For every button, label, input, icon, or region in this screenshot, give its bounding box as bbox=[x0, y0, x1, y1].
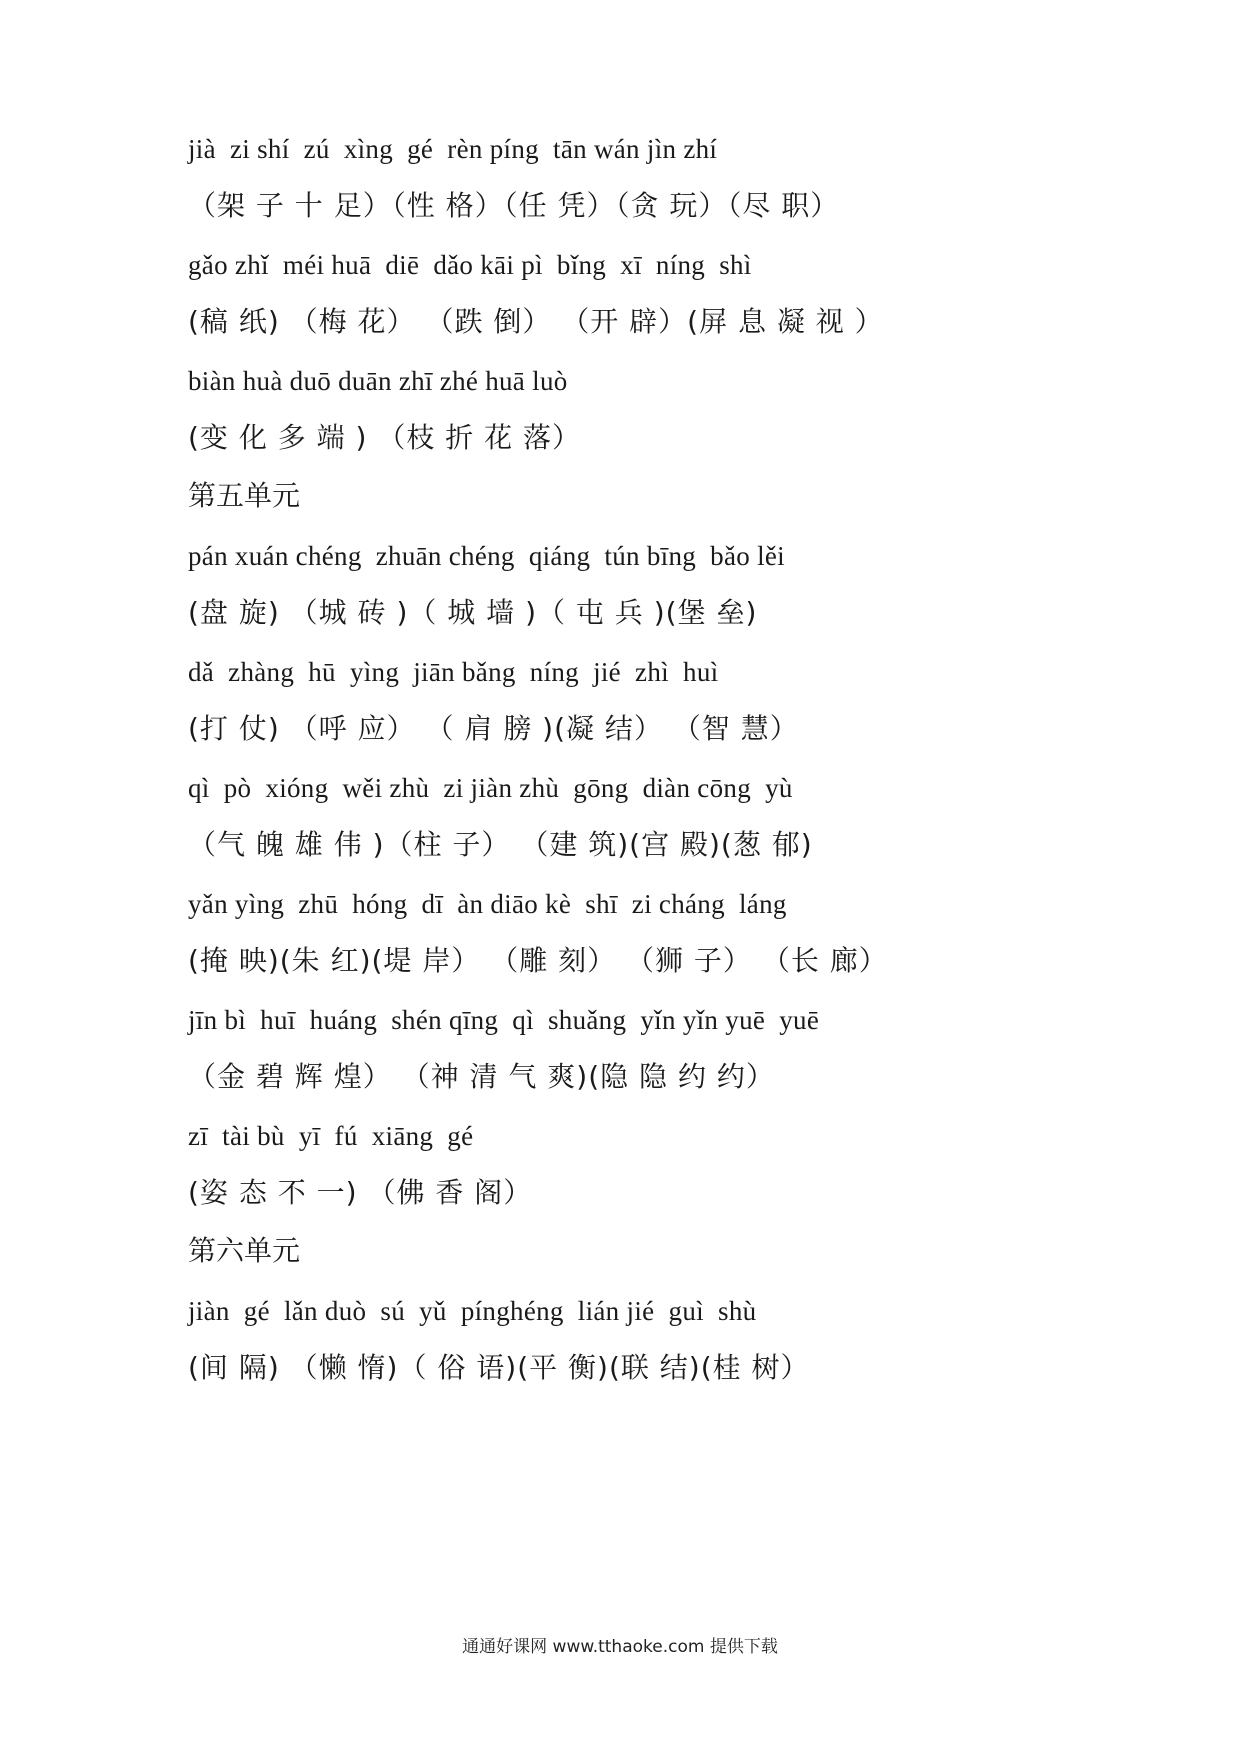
hanzi-line: (打 仗) （呼 应） （ 肩 膀 )(凝 结） （智 慧） bbox=[188, 712, 799, 745]
pinyin-line: yǎn yìng zhū hóng dī àn diāo kè shī zi cháng láng bbox=[188, 889, 787, 919]
pinyin-line: jià zi shí zú xìng gé rèn píng tān wán jìn zhí bbox=[188, 134, 718, 164]
hanzi-line: （架 子 十 足）（性 格）（任 凭）（贪 玩）（尽 职） bbox=[188, 189, 840, 222]
hanzi-line: （金 碧 辉 煌） （神 清 气 爽)(隐 隐 约 约） bbox=[188, 1060, 775, 1093]
page-footer: 通通好课网 www.tthaoke.com 提供下载 bbox=[462, 1637, 778, 1657]
hanzi-line: (稿 纸) （梅 花） （跌 倒） （开 辟）(屏 息 凝 视 ） bbox=[188, 305, 884, 338]
section-heading: 第五单元 bbox=[188, 479, 301, 512]
pinyin-line: zī tài bù yī fú xiāng gé bbox=[188, 1121, 474, 1151]
pinyin-line: dǎ zhàng hū yìng jiān bǎng níng jié zhì huì bbox=[188, 657, 719, 687]
hanzi-line: （气 魄 雄 伟 )（柱 子） （建 筑)(宫 殿)(葱 郁) bbox=[188, 828, 813, 861]
pinyin-line: biàn huà duō duān zhī zhé huā luò bbox=[188, 366, 568, 396]
hanzi-line: (姿 态 不 一) （佛 香 阁） bbox=[188, 1176, 533, 1209]
hanzi-line: (间 隔) （懒 惰)（ 俗 语)(平 衡)(联 结)(桂 树） bbox=[188, 1351, 810, 1384]
hanzi-line: (盘 旋) （城 砖 )（ 城 墙 )（ 屯 兵 )(堡 垒) bbox=[188, 596, 758, 629]
section-heading: 第六单元 bbox=[188, 1234, 301, 1267]
pinyin-line: jiàn gé lǎn duò sú yǔ pínghéng lián jié guì shù bbox=[188, 1296, 757, 1326]
pinyin-line: qì pò xióng wěi zhù zi jiàn zhù gōng diàn cōng yù bbox=[188, 773, 793, 803]
pinyin-line: jīn bì huī huáng shén qīng qì shuǎng yǐn yǐn yuē yuē bbox=[188, 1005, 820, 1035]
hanzi-line: (变 化 多 端 ) （枝 折 花 落） bbox=[188, 421, 582, 454]
pinyin-line: pán xuán chéng zhuān chéng qiáng tún bīng bǎo lěi bbox=[188, 541, 785, 571]
pinyin-line: gǎo zhǐ méi huā diē dǎo kāi pì bǐng xī níng shì bbox=[188, 250, 752, 280]
hanzi-line: (掩 映)(朱 红)(堤 岸） （雕 刻） （狮 子） （长 廊） bbox=[188, 944, 888, 977]
